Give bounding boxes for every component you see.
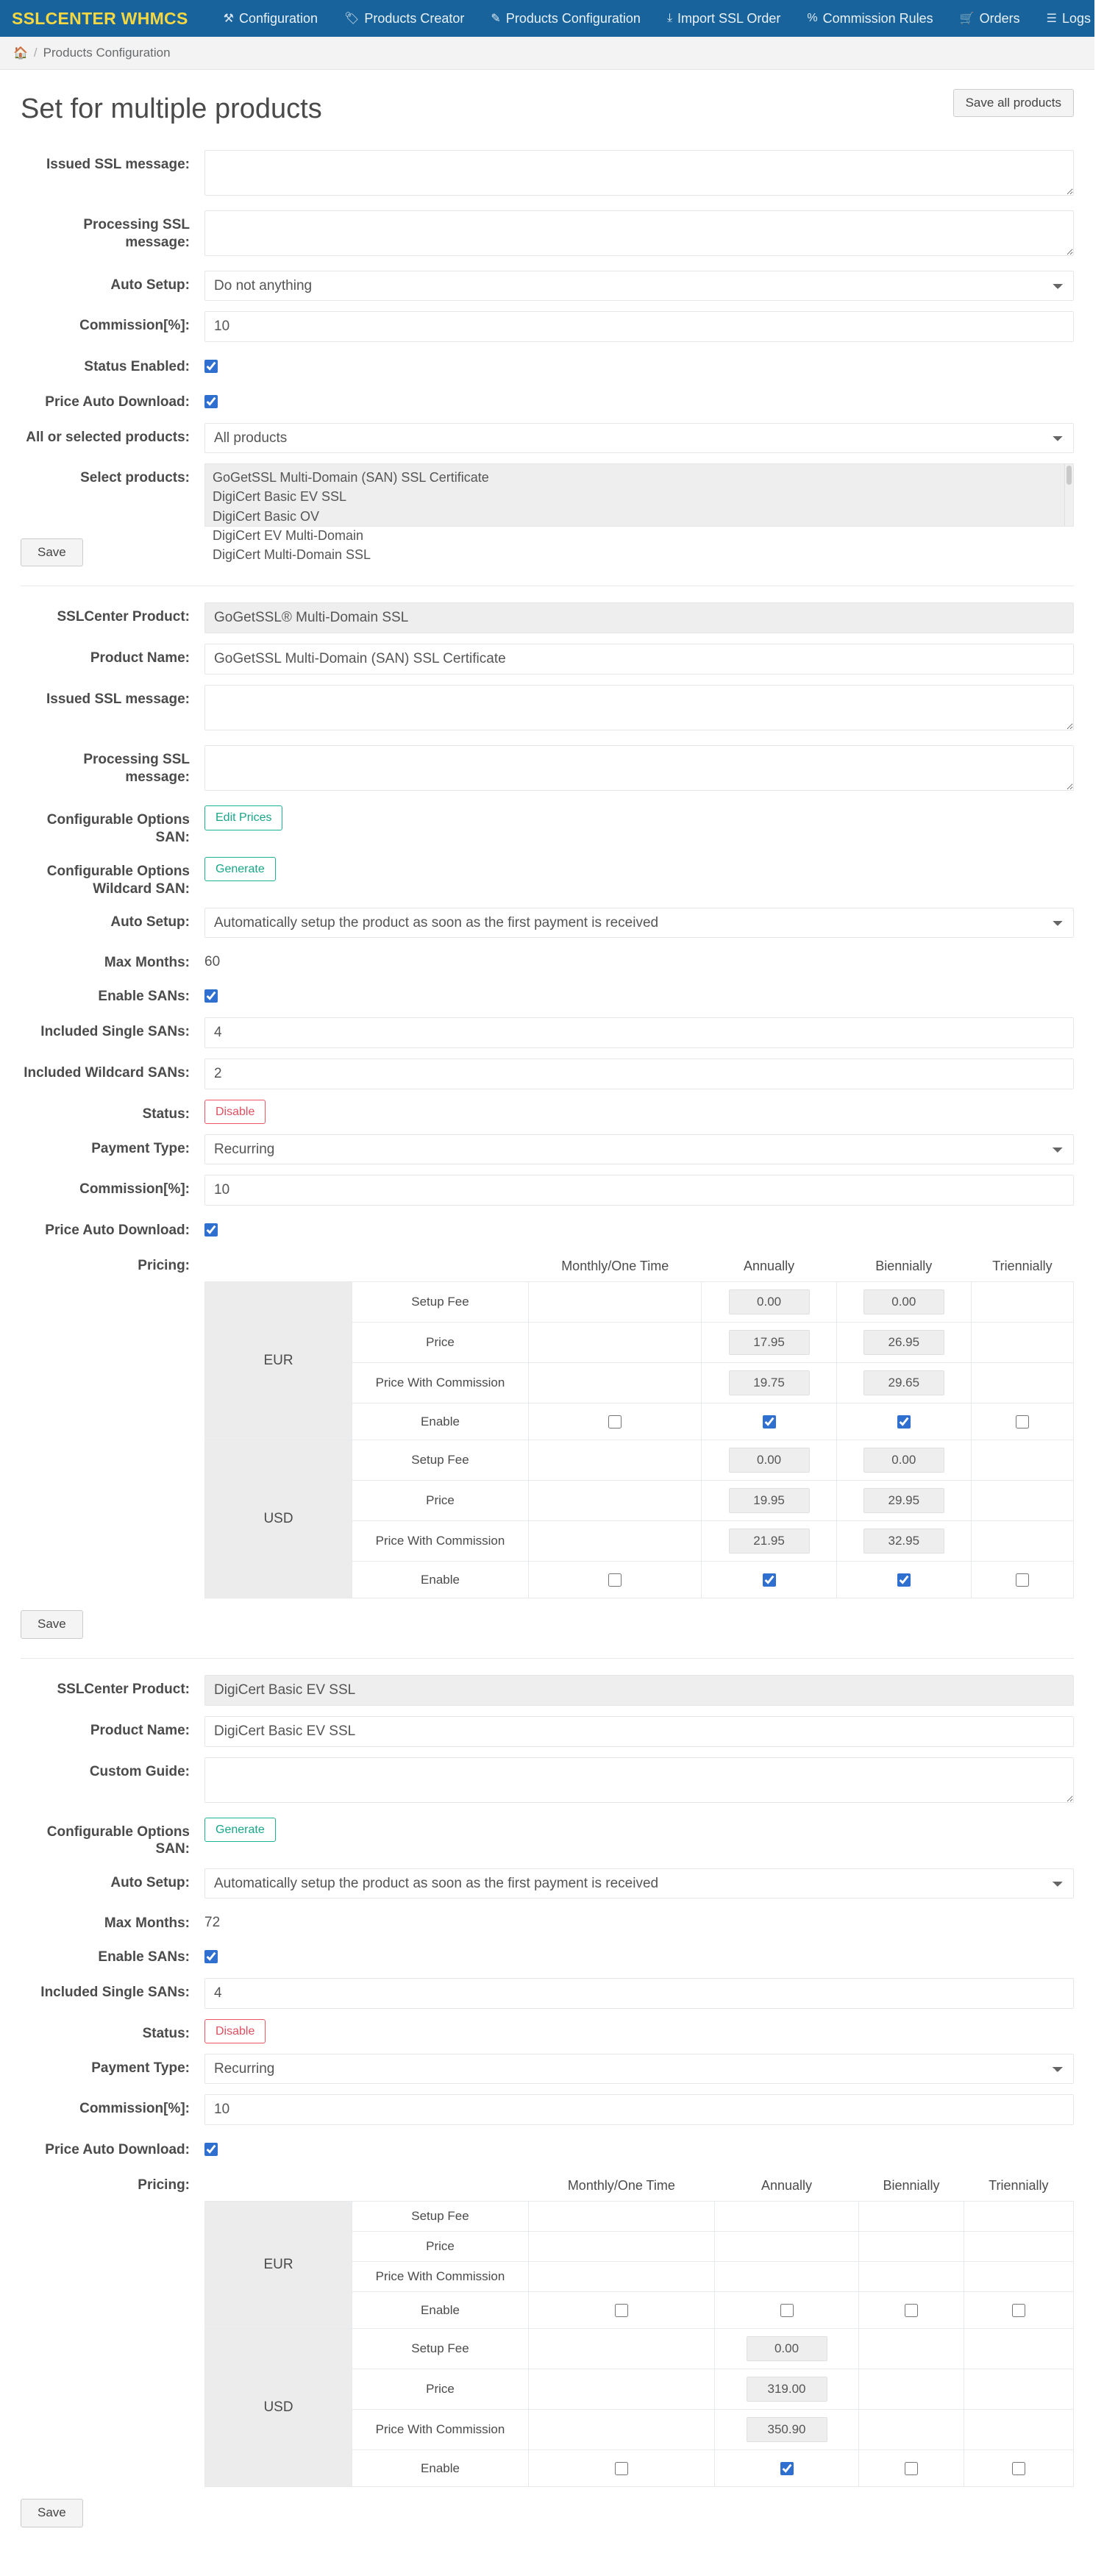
field-sslcenter-product — [21, 602, 1074, 633]
label-included-wildcard-sans: Included Wildcard SANs: — [24, 1065, 190, 1081]
label-configurable-options-san: Configurable Options SAN: — [46, 1824, 190, 1857]
field-pricing — [21, 2171, 1074, 2487]
nav-label: Products Creator — [364, 10, 465, 26]
sslcenter-product-input — [204, 602, 1074, 633]
label-payment-type: Payment Type: — [91, 2060, 190, 2077]
generate-san-button[interactable]: Generate — [204, 1818, 276, 1842]
column-header: Monthly/One Time — [561, 1259, 669, 1274]
home-icon[interactable]: 🏠 — [13, 47, 28, 60]
nav-label: Products Configuration — [505, 10, 641, 26]
label-product-name: Product Name: — [90, 650, 190, 666]
list-icon: ☰ — [1046, 13, 1057, 25]
field-all-or-selected-products — [21, 423, 1074, 453]
price-auto-download-checkbox[interactable] — [204, 2143, 218, 2156]
enable-biennially-checkbox[interactable] — [897, 1415, 911, 1428]
label-pricing: Pricing: — [138, 1258, 190, 1274]
enable-annually-checkbox[interactable] — [763, 1573, 776, 1587]
cell-setup-fee-biennially — [836, 1440, 971, 1481]
list-item[interactable]: DigiCert Basic OV — [213, 508, 320, 524]
cell-pwc-monthly — [529, 2410, 715, 2450]
cell-setup-fee-monthly — [529, 2329, 715, 2369]
price-annually-input[interactable] — [747, 2377, 827, 2402]
field-payment-type — [21, 2054, 1074, 2084]
divider — [21, 1658, 1074, 1659]
label-commission: Commission[%]: — [79, 1181, 190, 1198]
currency-cell-usd: USD — [205, 2329, 352, 2487]
payment-type-select[interactable] — [204, 2054, 1074, 2084]
cell-setup-fee-biennially — [859, 2329, 964, 2369]
row-label-price: Price — [352, 2232, 529, 2262]
column-header: Biennially — [883, 2178, 940, 2193]
import-icon: ⤓ — [666, 12, 673, 24]
commission-input[interactable] — [204, 2094, 1074, 2125]
product-form-gogetssl — [21, 602, 1074, 1638]
label-price-auto-download: Price Auto Download: — [45, 394, 190, 410]
price-with-commission-annually-input[interactable] — [729, 1529, 810, 1554]
edit-prices-button[interactable]: Edit Prices — [204, 805, 282, 830]
status-enabled-checkbox[interactable] — [204, 360, 218, 373]
cell-enable-monthly — [529, 1562, 702, 1598]
enable-triennially-checkbox[interactable] — [1016, 1415, 1029, 1428]
cell-setup-fee-annually — [714, 2329, 859, 2369]
field-issued-ssl-message — [21, 685, 1074, 735]
field-included-wildcard-sans — [21, 1058, 1074, 1089]
issued-ssl-message-textarea[interactable] — [204, 685, 1074, 730]
cell-setup-fee-annually — [714, 2202, 859, 2232]
field-sslcenter-product — [21, 1675, 1074, 1706]
cell-enable-annually — [714, 2292, 859, 2329]
cell-setup-fee-biennially — [836, 1282, 971, 1323]
cell-enable-triennially — [964, 2292, 1073, 2329]
label-configurable-options-wildcard-san: Configurable Options Wildcard SAN: — [46, 863, 190, 897]
label-included-single-sans: Included Single SANs: — [40, 1024, 190, 1040]
cell-price-monthly — [529, 2232, 715, 2262]
product-form-digicert — [21, 1675, 1074, 2527]
product-name-input[interactable] — [204, 644, 1074, 675]
auto-setup-select[interactable] — [204, 271, 1074, 301]
enable-annually-checkbox[interactable] — [763, 1415, 776, 1428]
enable-monthly-checkbox[interactable] — [608, 1573, 622, 1587]
cell-price-monthly — [529, 1323, 702, 1363]
save-all-products-button[interactable]: Save all products — [953, 89, 1074, 117]
page-content — [0, 70, 1094, 2576]
label-enable-sans: Enable SANs: — [98, 989, 190, 1005]
label-all-or-selected-products: All or selected products: — [26, 430, 190, 445]
cell-pwc-biennially — [836, 1363, 971, 1403]
cell-price-biennially — [836, 1481, 971, 1521]
price-auto-download-checkbox[interactable] — [204, 1223, 218, 1237]
setup-fee-annually-input[interactable] — [747, 2336, 827, 2361]
enable-annually-checkbox[interactable] — [780, 2462, 794, 2475]
spacer-cell — [352, 1251, 529, 1282]
edit-icon: ✎ — [491, 13, 501, 25]
label-pricing: Pricing: — [138, 2177, 190, 2193]
field-status — [21, 2019, 1074, 2043]
included-wildcard-sans-input[interactable] — [204, 1058, 1074, 1089]
status-disable-button[interactable]: Disable — [204, 1100, 266, 1124]
row-label-enable: Enable — [352, 1562, 529, 1598]
cell-enable-monthly — [529, 2292, 715, 2329]
row-label-enable: Enable — [352, 1403, 529, 1440]
pricing-header-row — [205, 2171, 1074, 2202]
label-auto-setup: Auto Setup: — [110, 1875, 190, 1891]
cell-pwc-annually — [714, 2410, 859, 2450]
enable-biennially-checkbox[interactable] — [905, 2304, 918, 2317]
cell-pwc-triennially — [964, 2262, 1073, 2292]
cell-setup-fee-triennially — [971, 1440, 1073, 1481]
top-navbar — [0, 0, 1094, 37]
nav-label: Commission Rules — [822, 10, 933, 26]
cell-setup-fee-annually — [702, 1282, 836, 1323]
label-payment-type: Payment Type: — [91, 1141, 190, 1157]
row-label-price-with-commission: Price With Commission — [352, 1521, 529, 1562]
currency-cell-usd: USD — [205, 1440, 352, 1598]
nav-label: Configuration — [238, 10, 318, 26]
custom-guide-textarea[interactable] — [204, 1757, 1074, 1803]
enable-sans-checkbox[interactable] — [204, 1950, 218, 1963]
nav-label: Import SSL Order — [677, 10, 781, 26]
field-enable-sans — [21, 982, 1074, 1007]
label-configurable-options-san: Configurable Options SAN: — [46, 812, 190, 846]
field-commission — [21, 1175, 1074, 1206]
label-status-enabled: Status Enabled: — [84, 359, 190, 374]
column-header: Annually — [761, 2178, 813, 2193]
label-price-auto-download: Price Auto Download: — [45, 2142, 190, 2158]
commission-input[interactable] — [204, 311, 1074, 342]
field-max-months — [21, 1909, 1074, 1932]
cell-pwc-triennially — [971, 1521, 1073, 1562]
cell-price-annually — [714, 2232, 859, 2262]
column-header: Triennially — [989, 2178, 1049, 2193]
label-included-single-sans: Included Single SANs: — [40, 1984, 190, 2000]
enable-biennially-checkbox[interactable] — [897, 1573, 911, 1587]
cell-pwc-biennially — [836, 1521, 971, 1562]
nav-item-orders[interactable] — [947, 5, 1033, 32]
cell-price-monthly — [529, 1481, 702, 1521]
multi-product-form — [21, 150, 1074, 566]
cell-price-annually — [702, 1323, 836, 1363]
cell-enable-triennially — [971, 1403, 1073, 1440]
list-item[interactable]: DigiCert Multi-Domain SSL — [213, 547, 371, 563]
row-label-price-with-commission: Price With Commission — [352, 2410, 529, 2450]
row-label-setup-fee: Setup Fee — [352, 1282, 529, 1323]
nav-label: Orders — [979, 10, 1020, 26]
nav-item-commission-rules[interactable] — [794, 5, 946, 32]
cell-enable-triennially — [971, 1562, 1073, 1598]
field-price-auto-download — [21, 2135, 1074, 2160]
row-label-price: Price — [352, 1481, 529, 1521]
field-included-single-sans — [21, 1978, 1074, 2009]
label-enable-sans: Enable SANs: — [98, 1949, 190, 1965]
cell-enable-triennially — [964, 2450, 1073, 2487]
percent-icon: % — [807, 12, 818, 24]
breadcrumb — [0, 37, 1094, 70]
save-button[interactable]: Save — [21, 2499, 83, 2527]
setup-fee-biennially-input[interactable] — [863, 1448, 944, 1473]
cell-pwc-annually — [714, 2262, 859, 2292]
table-row — [205, 1282, 1074, 1323]
label-max-months: Max Months: — [104, 1915, 190, 1932]
row-label-price: Price — [352, 2369, 529, 2410]
label-status: Status: — [142, 1106, 190, 1122]
max-months-value: 60 — [204, 954, 221, 970]
enable-triennially-checkbox[interactable] — [1016, 1573, 1029, 1587]
field-auto-setup — [21, 908, 1074, 938]
row-label-setup-fee: Setup Fee — [352, 1440, 529, 1481]
payment-type-select[interactable] — [204, 1134, 1074, 1164]
column-header: Triennially — [992, 1259, 1053, 1274]
page-title: Set for multiple products — [21, 93, 322, 124]
field-pricing — [21, 1251, 1074, 1598]
field-commission — [21, 311, 1074, 342]
field-payment-type — [21, 1134, 1074, 1164]
price-biennially-input[interactable] — [863, 1330, 944, 1355]
field-commission — [21, 2094, 1074, 2125]
price-with-commission-annually-input[interactable] — [747, 2417, 827, 2442]
nav-label: Logs — [1061, 10, 1091, 26]
label-commission: Commission[%]: — [79, 318, 190, 333]
cell-setup-fee-annually — [702, 1440, 836, 1481]
cell-pwc-triennially — [964, 2410, 1073, 2450]
nav-item-configuration[interactable] — [210, 5, 331, 32]
page-header — [21, 89, 1074, 125]
cell-pwc-monthly — [529, 2262, 715, 2292]
breadcrumb-current[interactable]: Products Configuration — [43, 46, 171, 60]
row-label-enable: Enable — [352, 2292, 529, 2329]
row-label-price-with-commission: Price With Commission — [352, 2262, 529, 2292]
product1-save-row — [21, 1610, 1074, 1638]
field-price-auto-download — [21, 1216, 1074, 1241]
field-product-name — [21, 644, 1074, 675]
nav-item-products-creator[interactable] — [331, 5, 477, 32]
label-auto-setup: Auto Setup: — [110, 277, 190, 293]
cell-enable-biennially — [836, 1403, 971, 1440]
currency-cell-eur: EUR — [205, 2202, 352, 2329]
list-item[interactable]: DigiCert EV Multi-Domain — [213, 527, 364, 543]
price-with-commission-biennially-input[interactable] — [863, 1370, 944, 1395]
select-products-listbox[interactable] — [204, 463, 1074, 563]
label-status: Status: — [142, 2025, 190, 2041]
price-with-commission-biennially-input[interactable] — [863, 1529, 944, 1554]
field-max-months — [21, 948, 1074, 972]
cell-pwc-biennially — [859, 2410, 964, 2450]
listbox-scrollbar[interactable] — [1064, 464, 1073, 526]
enable-biennially-checkbox[interactable] — [905, 2462, 918, 2475]
nav-item-import-ssl-order[interactable] — [654, 5, 794, 32]
save-button[interactable]: Save — [21, 538, 83, 566]
cell-pwc-annually — [702, 1363, 836, 1403]
cell-enable-biennially — [859, 2292, 964, 2329]
status-disable-button[interactable]: Disable — [204, 2019, 266, 2043]
field-processing-ssl-message — [21, 210, 1074, 260]
product-name-input[interactable] — [204, 1716, 1074, 1747]
cell-enable-annually — [714, 2450, 859, 2487]
brand-logo[interactable]: SSLCENTER WHMCS — [12, 8, 188, 28]
cell-price-triennially — [971, 1481, 1073, 1521]
cell-pwc-monthly — [529, 1521, 702, 1562]
field-configurable-options-san — [21, 805, 1074, 847]
product2-save-row — [21, 2499, 1074, 2527]
cell-setup-fee-monthly — [529, 2202, 715, 2232]
price-with-commission-annually-input[interactable] — [729, 1370, 810, 1395]
cell-setup-fee-monthly — [529, 1440, 702, 1481]
field-product-name — [21, 1716, 1074, 1747]
field-status — [21, 1100, 1074, 1124]
enable-monthly-checkbox[interactable] — [615, 2462, 628, 2475]
column-header: Monthly/One Time — [567, 2178, 675, 2193]
cell-price-triennially — [971, 1323, 1073, 1363]
table-row — [205, 2329, 1074, 2369]
cell-enable-biennially — [836, 1562, 971, 1598]
max-months-value: 72 — [204, 1915, 221, 1931]
spacer-cell — [205, 1251, 352, 1282]
price-annually-input[interactable] — [729, 1488, 810, 1513]
cell-pwc-triennially — [971, 1363, 1073, 1403]
label-sslcenter-product: SSLCenter Product: — [57, 609, 190, 625]
spacer-cell — [205, 2171, 352, 2202]
cell-enable-biennially — [859, 2450, 964, 2487]
pricing-table-product2 — [204, 2171, 1074, 2487]
cell-setup-fee-biennially — [859, 2202, 964, 2232]
label-issued-ssl-message: Issued SSL message: — [46, 157, 190, 172]
enable-triennially-checkbox[interactable] — [1012, 2304, 1025, 2317]
price-auto-download-checkbox[interactable] — [204, 395, 218, 408]
breadcrumb-separator: / — [33, 46, 38, 60]
cell-enable-monthly — [529, 2450, 715, 2487]
table-row — [205, 1440, 1074, 1481]
label-price-auto-download: Price Auto Download: — [45, 1223, 190, 1239]
label-select-products: Select products: — [80, 470, 190, 485]
all-or-selected-products-select[interactable] — [204, 423, 1074, 453]
nav-item-logs[interactable] — [1033, 5, 1104, 32]
cell-pwc-monthly — [529, 1363, 702, 1403]
field-custom-guide — [21, 1757, 1074, 1807]
list-item[interactable]: GoGetSSL Multi-Domain (SAN) SSL Certificate — [213, 470, 489, 485]
cell-setup-fee-triennially — [964, 2329, 1073, 2369]
cell-price-biennially — [836, 1323, 971, 1363]
label-processing-ssl-message: Processing SSL message: — [83, 752, 190, 786]
field-status-enabled — [21, 352, 1074, 377]
sslcenter-product-input — [204, 1675, 1074, 1706]
included-single-sans-input[interactable] — [204, 1978, 1074, 2009]
cart-icon: 🛒 — [959, 13, 975, 25]
setup-fee-annually-input[interactable] — [729, 1448, 810, 1473]
field-price-auto-download — [21, 388, 1074, 413]
label-max-months: Max Months: — [104, 955, 190, 971]
tag-icon: 🏷 — [344, 13, 360, 25]
enable-annually-checkbox[interactable] — [780, 2304, 794, 2317]
field-issued-ssl-message — [21, 150, 1074, 200]
label-commission: Commission[%]: — [79, 2101, 190, 2117]
table-row — [205, 2202, 1074, 2232]
processing-ssl-message-textarea[interactable] — [204, 745, 1074, 791]
currency-cell-eur: EUR — [205, 1282, 352, 1440]
spacer-cell — [352, 2171, 529, 2202]
price-biennially-input[interactable] — [863, 1488, 944, 1513]
row-label-setup-fee: Setup Fee — [352, 2202, 529, 2232]
row-label-setup-fee: Setup Fee — [352, 2329, 529, 2369]
cell-pwc-annually — [702, 1521, 836, 1562]
nav-items — [210, 5, 1104, 32]
label-processing-ssl-message: Processing SSL message: — [83, 217, 190, 250]
processing-ssl-message-textarea[interactable] — [204, 210, 1074, 256]
enable-monthly-checkbox[interactable] — [615, 2304, 628, 2317]
enable-monthly-checkbox[interactable] — [608, 1415, 622, 1428]
list-item[interactable]: DigiCert Basic EV SSL — [213, 489, 347, 505]
cell-enable-annually — [702, 1403, 836, 1440]
field-auto-setup — [21, 1868, 1074, 1899]
generate-wildcard-san-button[interactable]: Generate — [204, 857, 276, 881]
wrench-icon: ⚒ — [223, 13, 234, 25]
cell-setup-fee-triennially — [964, 2202, 1073, 2232]
field-enable-sans — [21, 1943, 1074, 1968]
enable-triennially-checkbox[interactable] — [1012, 2462, 1025, 2475]
save-button[interactable]: Save — [21, 1610, 83, 1638]
cell-price-annually — [702, 1481, 836, 1521]
field-configurable-options-wildcard-san — [21, 857, 1074, 898]
label-issued-ssl-message: Issued SSL message: — [46, 691, 190, 708]
cell-price-annually — [714, 2369, 859, 2410]
cell-enable-monthly — [529, 1403, 702, 1440]
issued-ssl-message-textarea[interactable] — [204, 150, 1074, 196]
row-label-price-with-commission: Price With Commission — [352, 1363, 529, 1403]
auto-setup-select[interactable] — [204, 908, 1074, 938]
price-annually-input[interactable] — [729, 1330, 810, 1355]
cell-price-monthly — [529, 2369, 715, 2410]
pricing-header-row — [205, 1251, 1074, 1282]
column-header: Annually — [744, 1259, 795, 1274]
cell-price-biennially — [859, 2369, 964, 2410]
auto-setup-select[interactable] — [204, 1868, 1074, 1899]
pricing-table-product1 — [204, 1251, 1074, 1598]
cell-pwc-biennially — [859, 2262, 964, 2292]
label-product-name: Product Name: — [90, 1722, 190, 1738]
field-auto-setup — [21, 271, 1074, 301]
commission-input[interactable] — [204, 1175, 1074, 1206]
setup-fee-biennially-input[interactable] — [863, 1289, 944, 1314]
cell-price-triennially — [964, 2232, 1073, 2262]
label-sslcenter-product: SSLCenter Product: — [57, 1681, 190, 1697]
row-label-price: Price — [352, 1323, 529, 1363]
nav-item-products-configuration[interactable] — [477, 5, 654, 32]
field-configurable-options-san — [21, 1818, 1074, 1859]
cell-enable-annually — [702, 1562, 836, 1598]
cell-price-triennially — [964, 2369, 1073, 2410]
label-auto-setup: Auto Setup: — [110, 914, 190, 931]
label-custom-guide: Custom Guide: — [89, 1763, 190, 1779]
field-included-single-sans — [21, 1017, 1074, 1048]
row-label-enable: Enable — [352, 2450, 529, 2487]
cell-setup-fee-triennially — [971, 1282, 1073, 1323]
cell-price-biennially — [859, 2232, 964, 2262]
field-processing-ssl-message — [21, 745, 1074, 795]
cell-setup-fee-monthly — [529, 1282, 702, 1323]
enable-sans-checkbox[interactable] — [204, 989, 218, 1003]
included-single-sans-input[interactable] — [204, 1017, 1074, 1048]
setup-fee-annually-input[interactable] — [729, 1289, 810, 1314]
column-header: Biennially — [875, 1259, 933, 1274]
